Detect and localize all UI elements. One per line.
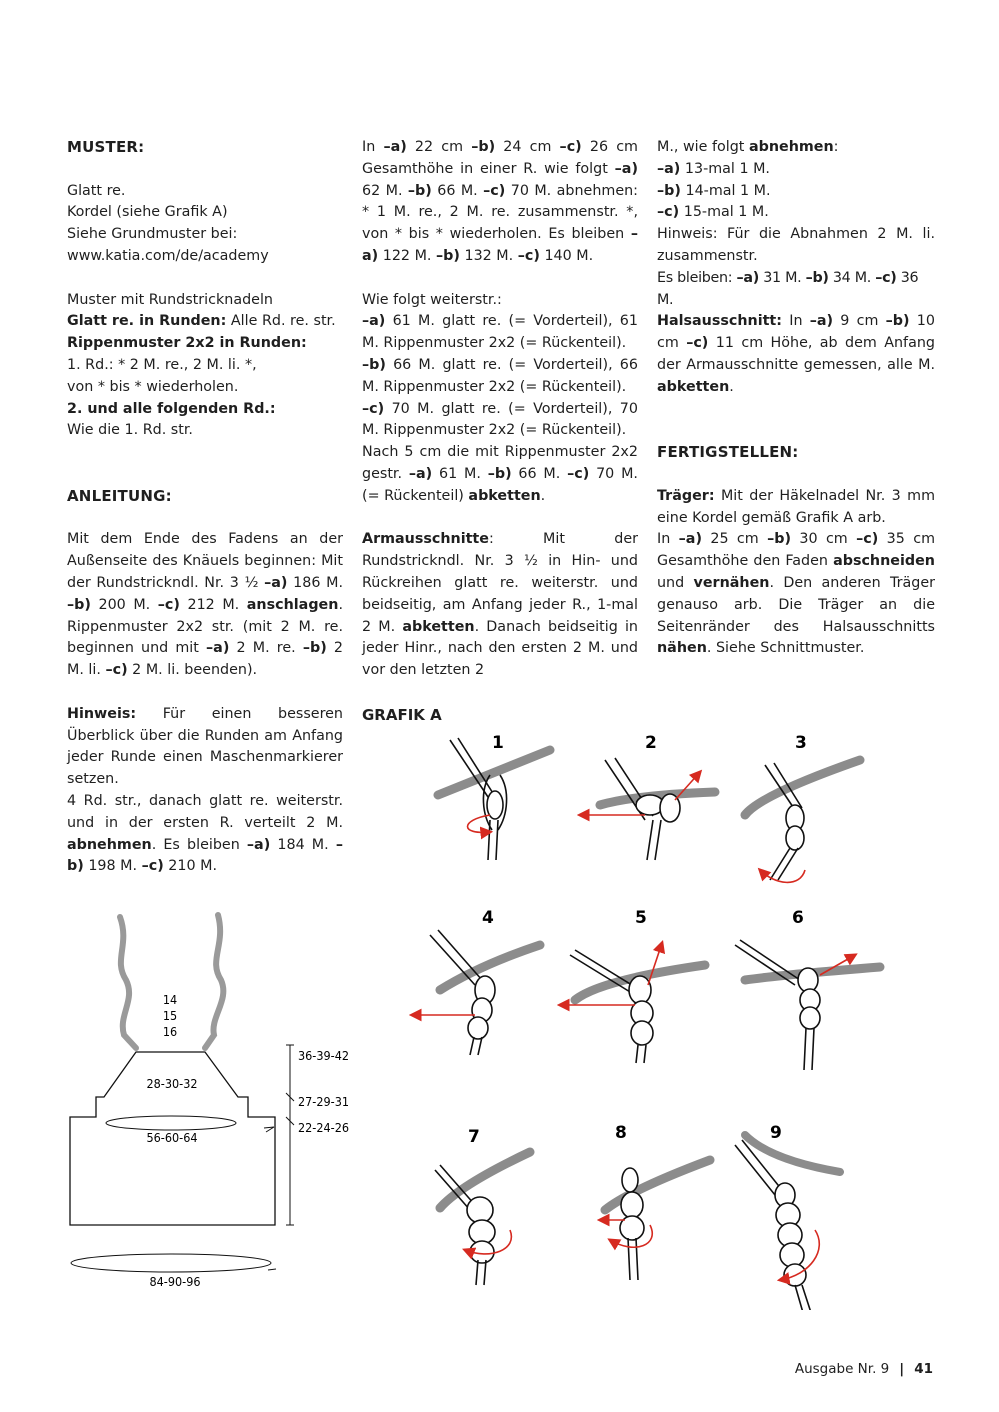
- anleitung-heading: ANLEITUNG:: [67, 486, 172, 505]
- size-line: –c) 15-mal 1 M.: [657, 204, 769, 221]
- body-height-label: 22-24-26: [298, 1120, 350, 1135]
- folgende-label: 2. und alle folgenden Rd.:: [67, 400, 276, 417]
- step-number: 2: [645, 733, 657, 753]
- strap-label: 16: [162, 1024, 178, 1039]
- page-number: 41: [914, 1361, 933, 1377]
- neck-width-label: 28-30-32: [146, 1076, 198, 1091]
- strap-right: [205, 915, 223, 1048]
- strap-label: 14: [162, 992, 178, 1007]
- step-number: 4: [482, 908, 494, 928]
- step-9: [735, 1123, 840, 1310]
- glatt-paragraph: Glatt re. in Runden: Alle Rd. re. str.: [67, 313, 336, 330]
- muster-line: Kordel (siehe Grafik A): [67, 204, 228, 221]
- hem-width-label: 84-90-96: [149, 1274, 201, 1289]
- anleitung-paragraph: Mit dem Ende des Fadens an der Außenseite des Knäuels beginnen: Mit der Rundstrickndl. Nr. 3 ½ –a) 186 M. –b) 200 M. –c) 212 M. anschlagen. Rippenmuster 2x2 str. (mit 2 M. re. beginnen und mit –a) 2 M. re. –b) 2 M. li. –c) 2 M. li. beenden).: [67, 531, 343, 679]
- step-number: 1: [492, 733, 504, 753]
- issue-label: Ausgabe Nr. 9: [794, 1361, 890, 1377]
- step-3: [745, 733, 860, 882]
- muster-heading: MUSTER:: [67, 138, 145, 156]
- step-number: 8: [615, 1123, 627, 1143]
- strap-label: 15: [162, 1008, 178, 1023]
- total-height-label: 36-39-42: [298, 1048, 350, 1063]
- step-number: 7: [468, 1127, 480, 1147]
- size-line: –a) 13-mal 1 M.: [657, 160, 770, 177]
- folgende-text: Wie die 1. Rd. str.: [67, 422, 193, 439]
- step-4: [412, 908, 540, 1055]
- hook-icon: [745, 760, 860, 815]
- fertigstellen-heading: FERTIGSTELLEN:: [657, 443, 799, 462]
- abnehmen-intro: M., wie folgt abnehmen:: [657, 139, 839, 155]
- grafik-title: GRAFIK A: [362, 706, 442, 724]
- step-2: [580, 733, 715, 860]
- size-a-paragraph: –a) 61 M. glatt re. (= Vorderteil), 61 M. Rippenmuster 2x2 (= Rückenteil).: [362, 313, 638, 352]
- step-6: [735, 908, 880, 1070]
- rippen-label: Rippenmuster 2x2 in Runden:: [67, 335, 307, 352]
- muster-line: Glatt re.: [67, 182, 126, 199]
- size-c-paragraph: –c) 70 M. glatt re. (= Vorderteil), 70 M. Rippenmuster 2x2 (= Rückenteil).: [362, 400, 638, 439]
- hinweis-abnahmen: Hinweis: Für die Abnahmen 2 M. li. zusammenstr.: [657, 226, 935, 264]
- runden-paragraph: 4 Rd. str., danach glatt re. weiterstr. und in der ersten R. verteilt 2 M. abnehmen. Es bleiben –a) 184 M. –b) 198 M. –c) 210 M.: [67, 792, 343, 875]
- rippen-line: von * bis * wiederholen.: [67, 378, 239, 395]
- step-number: 5: [635, 908, 647, 928]
- step-number: 9: [770, 1123, 782, 1143]
- step-5: [560, 908, 705, 1063]
- size-line: –b) 14-mal 1 M.: [657, 182, 771, 199]
- abketten-paragraph: Nach 5 cm die mit Rippenmuster 2x2 gestr. –a) 61 M. –b) 66 M. –c) 70 M. (= Rückenteil) abketten.: [362, 444, 638, 504]
- strap-left: [120, 917, 136, 1048]
- column-1: [67, 137, 343, 878]
- step-number: 3: [795, 733, 807, 753]
- halsausschnitt-paragraph: Halsausschnitt: In –a) 9 cm –b) 10 cm –c) 11 cm Höhe, ab dem Anfang der Armausschnitte gemessen, alle M. abketten.: [657, 313, 935, 395]
- page-footer: [795, 1361, 933, 1377]
- footer-separator: |: [899, 1361, 905, 1377]
- rippen-line: 1. Rd.: * 2 M. re., 2 M. li. *,: [67, 356, 257, 373]
- arm-height-label: 27-29-31: [298, 1094, 350, 1109]
- garment-schematic: [58, 905, 358, 1305]
- step-7: [435, 1127, 530, 1285]
- weiter-intro: Wie folgt weiterstr.:: [362, 291, 502, 308]
- traeger-paragraph-2: In –a) 25 cm –b) 30 cm –c) 35 cm Gesamthöhe den Faden abschneiden und vernähen. Den anderen Träger genauso arb. Die Träger an die Seitenränder des Halsausschnitts nähen. Siehe Schnittmuster.: [657, 531, 935, 657]
- step-number: 6: [792, 908, 804, 928]
- muster-line: Siehe Grundmuster bei:: [67, 226, 238, 243]
- traeger-paragraph: Träger: Mit der Häkelnadel Nr. 3 mm eine Kordel gemäß Grafik A arb.: [657, 487, 935, 526]
- es-bleiben-line: Es bleiben: –a) 31 M. –b) 34 M. –c) 36 M.: [657, 269, 919, 308]
- column-3: [657, 137, 935, 660]
- cord-steps-illustration: [400, 720, 920, 1310]
- step-8: [600, 1123, 710, 1280]
- abnahme-paragraph: In –a) 22 cm –b) 24 cm –c) 26 cm Gesamthöhe in einer R. wie folgt –a) 62 M. –b) 66 M. –c) 70 M. abnehmen: * 1 M. re., 2 M. re. zusammenstr. *, von * bis * wiederholen. Es bleiben –a) 122 M. –b) 132 M. –c) 140 M.: [362, 139, 638, 264]
- step-1: [438, 733, 550, 860]
- chest-width-label: 56-60-64: [146, 1130, 198, 1145]
- rund-intro: Muster mit Rundstricknadeln: [67, 291, 273, 308]
- size-b-paragraph: –b) 66 M. glatt re. (= Vorderteil), 66 M. Rippenmuster 2x2 (= Rückenteil).: [362, 356, 638, 395]
- armausschnitte-paragraph: Armausschnitte: Mit der Rundstrickndl. Nr. 3 ½ in Hin- und Rückreihen glatt re. weiterstr. und beidseitig, am Anfang jeder R., 1-mal 2 M. abketten. Danach beidseitig in jeder Hinr., nach den ersten 2 M. und vor den letzten 2: [362, 531, 638, 679]
- column-2: [362, 137, 638, 682]
- hook-icon: [438, 750, 550, 795]
- hinweis-paragraph: Hinweis: Für einen besseren Überblick über die Runden am Anfang jeder Runde einen Maschenmarkierer setzen.: [67, 705, 343, 788]
- arrow-icon: [648, 943, 662, 985]
- hook-icon: [745, 1135, 840, 1172]
- muster-link[interactable]: www.katia.com/de/academy: [67, 247, 269, 264]
